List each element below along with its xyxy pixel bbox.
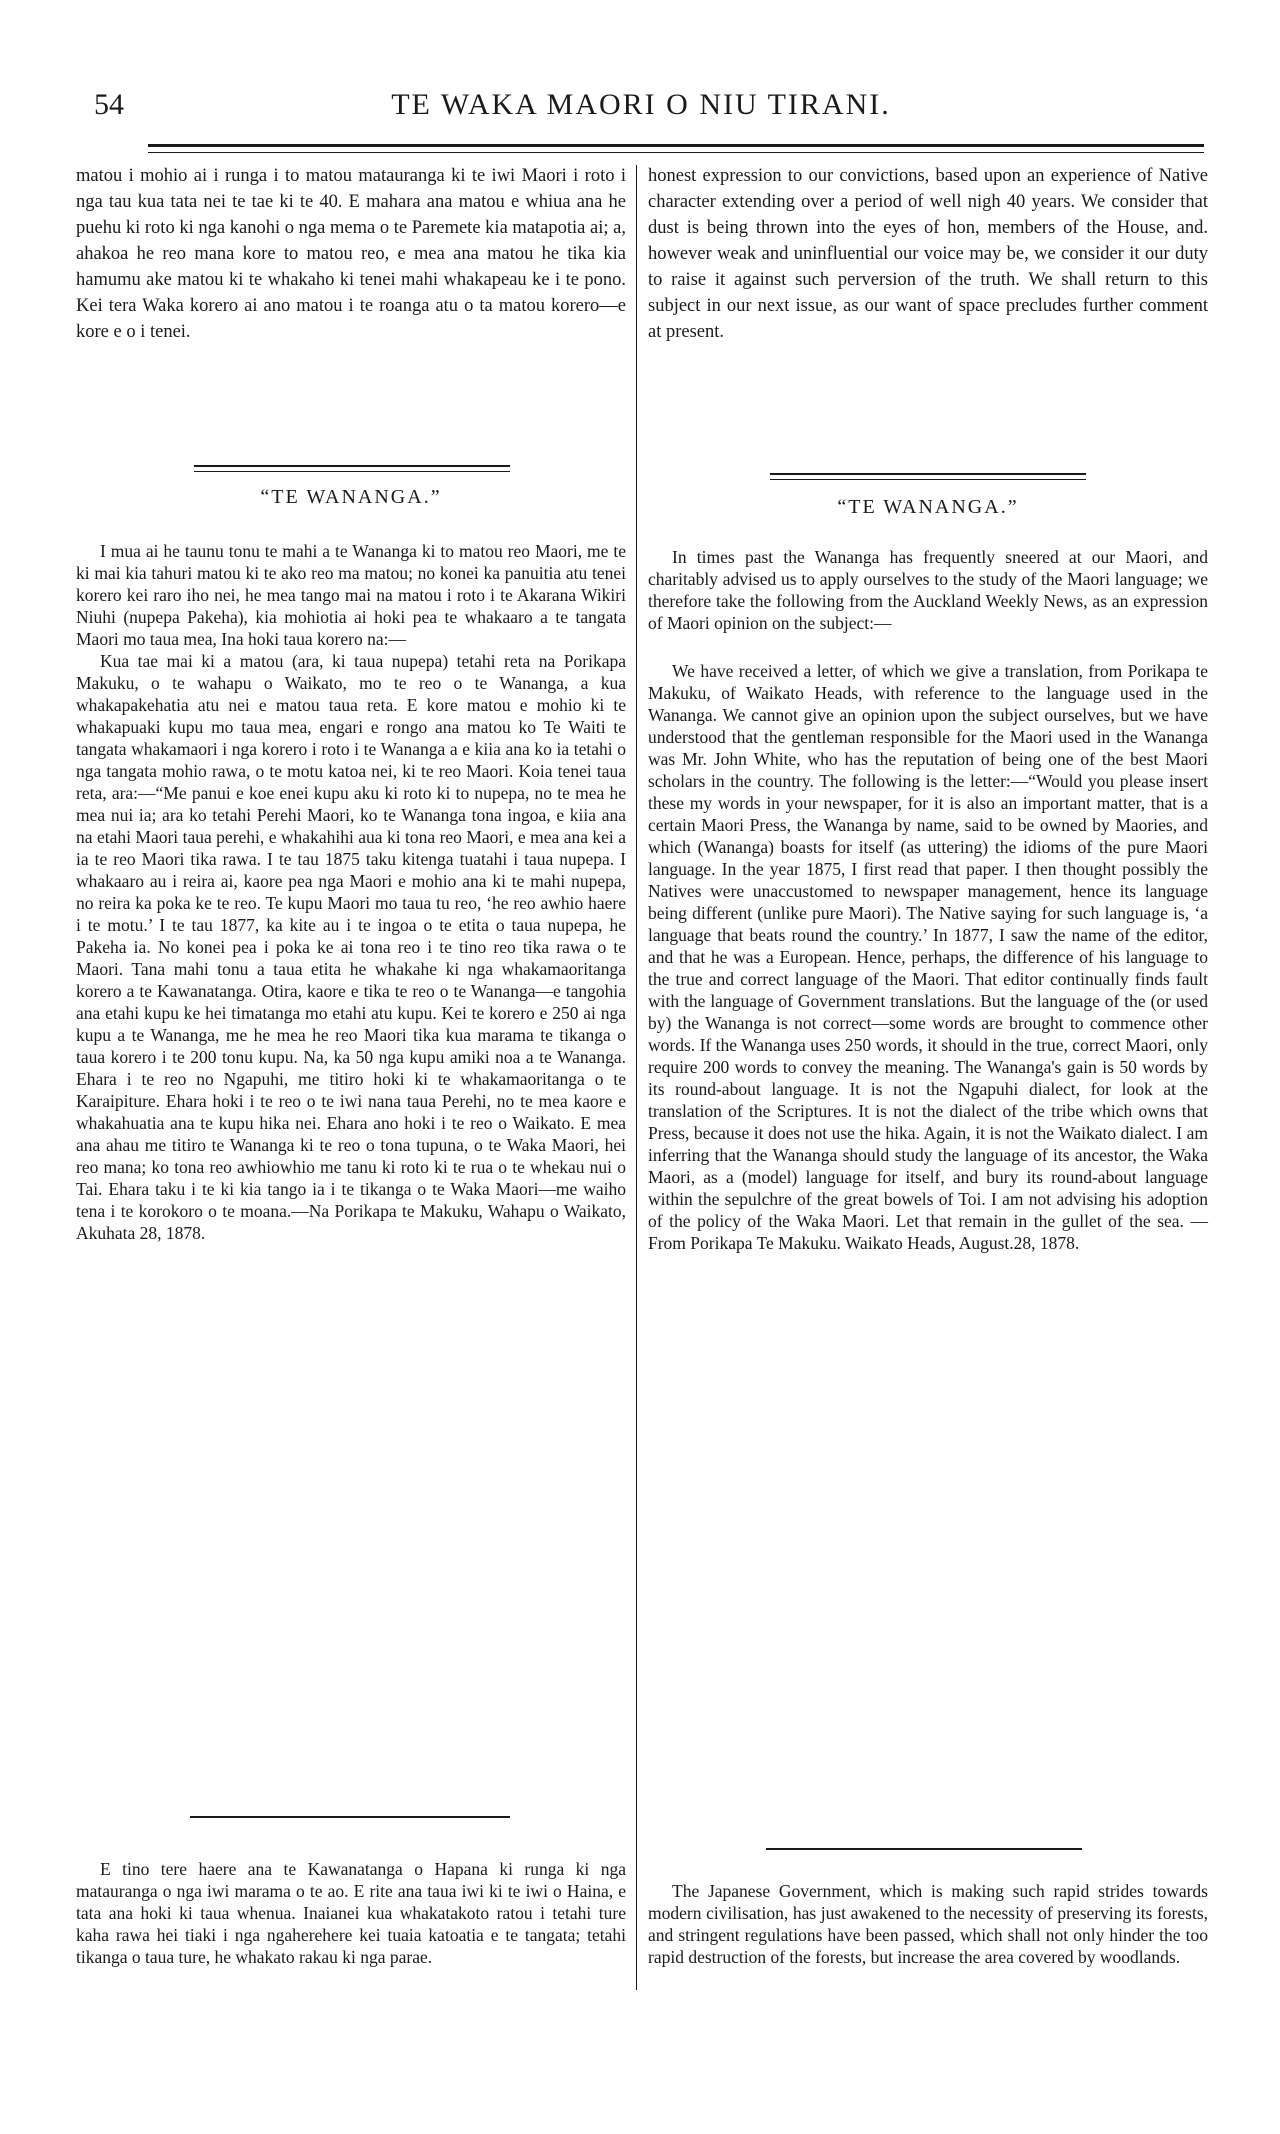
header-rule-thick [148,144,1204,147]
left-wananga-article [76,540,626,1244]
left-wananga-p2: Kua tae mai ki a matou (ara, ki taua nupepa) tetahi reta na Porikapa Makuku, o te wahapu o Waikato, mo te reo o te Wananga, a kua whakapakehatia atu nei e matou taua reta. E kore matou e mohio ki te whakapuaki kupu mo taua mea, engari e rongo ana matou ko Te Waiti te tangata whakamaori i nga korero i roto i te Wananga a e kiia ana ko ia tetahi o nga tangata mohio rawa, o te motu katoa nei, ki te reo Maori. Koia tenei taua reta, ara:—“Me panui e koe enei kupu aku ki roto ki to nupepa, no te mea he mea nui ia; ara ko tetahi Perehi Maori, ko te Wananga tona ingoa, e kiia ana na etahi Maori taua perehi, e whakahihi aua ki tona reo Maori, e mea ana kei a ia te reo Maori tika rawa. I te tau 1875 taku kitenga tuatahi i taua nupepa. I whakaaro au i reira ai, kaore pea nga Maori e mohio ana ki te mahi nupepa, no reira ka poka ke te reo. Te kupu Maori mo taua tu reo, ‘he reo awhio haere i te motu.’ I te tau 1877, ka kite au i te ingoa o te etita o taua nupepa, he Pakeha ia. No konei pea i poka ke ai tona reo i te tino reo tika rawa o te Maori. Tana mahi tonu a taua etita he whakahe ki nga whakamaoritanga korero a te Kawanatanga. Otira, kaore e tika te reo o te Wananga—e tangohia ana etahi kupu ke hei timatanga mo etahi atu kupu. Kei te korero e 250 ai nga kupu a te Wananga, me he mea he reo Maori tika kua marama te tikanga o taua korero i te 200 tonu kupu. Na, ka 50 nga kupu amiki noa a te Wananga. Ehara i te reo no Ngapuhi, me titiro hoki ki te whakamaoritanga o te Karaipiture. Ehara hoki i te reo o te iwi nana taua Perehi, no te mea kaore e whakahuatia ana te kupu hika nei. Ehara ano hoki i te reo o Waikato. E mea ana ahau me titiro te Wananga ki te reo o tona tupuna, o te Waka Maori, hei reo mana; ko tona reo awhiowhio me tanu ki roto ki te rua o te whekau nui o Tai. Ehara taku i te ki kia tango ia i te tikanga o te Waka Maori—me waiho tena i te korokoro o te moana.—Na Porikapa te Makuku, Wahapu o Waikato, Akuhata 28, 1878. [76,651,626,1243]
right-wananga-p2: We have received a letter, of which we give a translation, from Porikapa te Makuku, of Waikato Heads, with reference to the language used in the Wananga. We cannot give an opinion upon the subject ourselves, but we have understood that the gentleman responsible for the Maori used in the Wananga was Mr. John White, who has the reputation of being one of the best Maori scholars in the country. The following is the letter:—“Would you please insert these my words in your newspaper, for it is also an important matter, that is a certain Maori Press, the Wananga by name, said to be owned by Maories, and which (Wananga) boasts for itself (as uttering) the idioms of the pure Maori language. In the year 1875, I first read that paper. I then thought possibly the Natives were unaccustomed to newspaper management, hence its language being different (unlike pure Maori). The Native saying for such language is, ‘a language that beats round the country.’ In 1877, I saw the name of the editor, and that he was a European. Hence, perhaps, the difference of his language to the true and correct language of the Maori. That editor continually finds fault with the language of Government translations. But the language of the (or used by) the Wananga is not correct—some words are brought to commence other words. If the Wananga uses 250 words, it should in the true, correct Maori, only require 200 words to convey the meaning. The Wananga's gain is 50 words by its round-about language. It is not the Ngapuhi dialect, for look at the translation of the Scriptures. It is not the dialect of the tribe which owns that Press, because it does not use the hika. Again, it is not the Waikato dialect. I am inferring that the Wananga should study the language of its ancestor, the Waka Maori, as a (model) language for itself, and bury its round-about language within the sepulchre of the great bowels of Toi. I am not advising his adoption of the policy of the Waka Maori. Let that remain in the gullet of the sea. —From Porikapa Te Makuku. Waikato Heads, August.28, 1878. [648,661,1208,1253]
right-section-rule [770,473,1086,475]
right-wananga-heading: “TE WANANGA.” [837,496,1019,518]
left-intro-text: matou i mohio ai i runga i to matou matauranga ki te iwi Maori i roto i nga tau kua tata nei te tae ki te 40. E mahara ana matou e whiua ana he puehu ki roto ki nga kanohi o nga mema o te Paremete kia matapotia ai; a, ahakoa he reo mana kore to matou reo, e mea ana matou he tika kia hamumu ake matou ki te whakaho ki tenei mahi whakapeau ke i te pono. Kei tera Waka korero ai ano matou i te roanga atu o ta matou korero—e kore e o i tenei. [76,166,626,342]
left-kawanatanga-text: E tino tere haere ana te Kawanatanga o Hapana ki runga ki nga matauranga o nga iwi marama o te ao. E rite ana taua iwi ki te iwi o Haina, e tata ana hoki ki taua whenua. Inaianei kua whakatakoto ratou i tetahi ture kaha rawa hei tiaki i nga ngaherehere kei tuaia katoatia e te tangata; tetahi tikanga o taua ture, he whakato rakau ki nga parae. [76,1859,626,1967]
left-section-rule-2 [190,1816,510,1818]
left-wananga-heading: “TE WANANGA.” [260,486,442,508]
right-japan-article [648,1880,1208,1968]
left-section-rule [194,465,510,467]
right-wananga-p1: In times past the Wananga has frequently sneered at our Maori, and charitably advised us to apply ourselves to the study of the Maori language; we therefore take the following from the Auckland Weekly News, as an expression of Maori opinion on the subject:— [648,547,1208,633]
right-section-rule-2 [766,1848,1082,1850]
right-japanese-text: The Japanese Government, which is making such rapid strides towards modern civilisation, has just awakened to the necessity of preserving its forests, and stringent regulations have been passed, which shall not only hinder the too rapid destruction of the forests, but increase the area covered by woodlands. [648,1881,1208,1967]
page-header [94,88,1188,136]
right-intro-text: honest expression to our convictions, based upon an experience of Native character extending over a period of well nigh 40 years. We consider that dust is being thrown into the eyes of hon, members of the House, and. however weak and uninfluential our voice may be, we consider it our duty to raise it against such perversion of the truth. We shall return to this subject in our next issue, as our want of space precludes further comment at present. [648,166,1208,342]
header-rule-thin [148,152,1204,153]
page-title: TE WAKA MAORI O NIU TIRANI. [391,88,891,121]
right-section-rule-thin [770,479,1086,480]
page-number: 54 [94,88,124,121]
right-wananga-article [648,546,1208,1254]
right-intro-article [648,163,1208,345]
left-wananga-p1: I mua ai he taunu tonu te mahi a te Wananga ki to matou reo Maori, me te ki mai kia tahuri matou ki te ako reo ma matou; no konei ka panuitia atu tenei korero kei raro iho nei, he mea tango mai na matou i roto i te Akarana Wikiri Niuhi (nupepa Pakeha), kia mohiotia ai hoki pea te whakaaro a te tangata Maori mo taua mea, Ina hoki taua korero na:— [76,541,626,649]
left-section-rule-thin [194,471,510,472]
left-intro-article [76,163,626,345]
column-divider [636,165,637,1990]
left-japan-article [76,1858,626,1968]
